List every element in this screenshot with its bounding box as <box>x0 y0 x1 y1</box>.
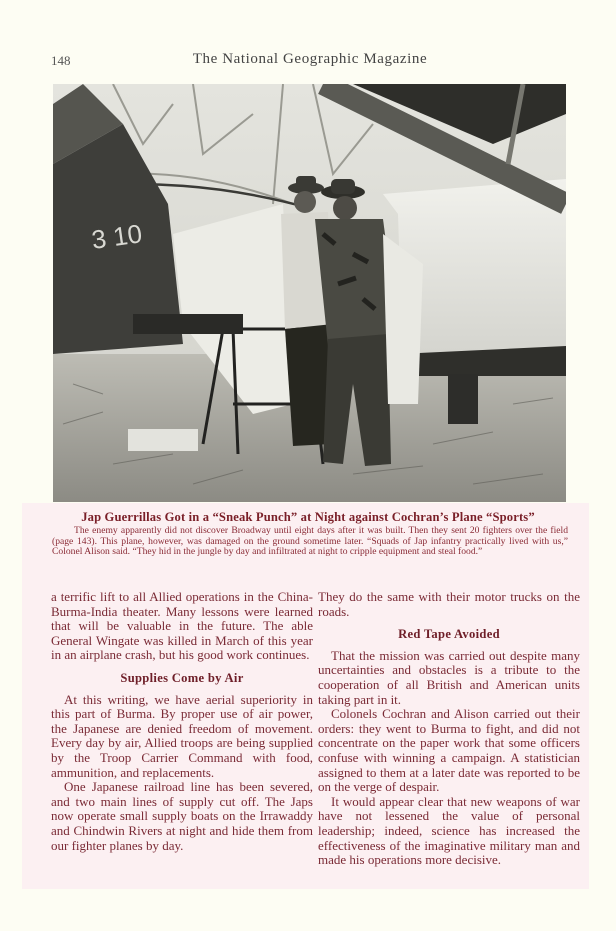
tail-number-marking: 3 10 <box>89 218 144 255</box>
photo-illustration <box>53 84 566 502</box>
article-column-left <box>51 590 313 853</box>
map-sheet <box>383 234 423 404</box>
caption-body: The enemy apparently did not discover Broadway until eight days after it was built. Then they sent 20 fighters over the field (page 143). This plane, however, was damaged on the ground sometime later. “Squads of Jap infantry practically lived with us,” Colonel Alison said. “They hid in the jungle by day and infiltrated at night to cripple equipment and steal food.” <box>52 525 568 558</box>
paragraph: That the mission was carried out despite many uncertainties and obstacles is a tribute to the cooperation of all British and American units taking part in it. <box>318 647 580 707</box>
paragraph: One Japanese railroad line has been severed, and two main lines of supply cut off. The Japs now operate small supply boats on the Irrawaddy and Chindwin Rivers at night and hide them from our fighter planes by day. <box>51 779 313 853</box>
bucket <box>448 374 478 424</box>
section-heading-red-tape: Red Tape Avoided <box>398 627 500 642</box>
gear-assembly <box>133 314 243 334</box>
paragraph: At this writing, we have aerial superiority in this part of Burma. By proper use of air power, the Japanese are denied freedom of movement. Every day by air, Allied troops are being supplied by the Troop Carrier Command with food, ammunition, and replacements. <box>51 691 313 780</box>
paper-on-ground <box>128 429 198 451</box>
page-number: 148 <box>51 53 71 68</box>
paragraph: It would appear clear that new weapons of war have not lessened the value of personal leadership; indeed, science has increased the effectiveness of the imaginative military man and made his operations more decisive. <box>318 793 580 868</box>
paragraph: a terrific lift to all Allied operations in the China-Burma-India theater. Many lessons were learned that will be valuable in the future. The able General Wingate was killed in March of this year in an airplane crash, but his good work continues. <box>51 589 313 663</box>
photograph-plane-and-officers <box>53 84 566 502</box>
paragraph: Colonels Cochran and Alison carried out their orders: they went to Burma to fight, and did not concentrate on the paper work that some officers confuse with winning a campaign. A statistician assigned to them at a later date was reported to be on the verge of despair. <box>318 706 580 795</box>
article-column-right <box>318 590 580 868</box>
paragraph: They do the same with their motor trucks on the roads. <box>318 589 580 619</box>
section-heading-supplies: Supplies Come by Air <box>120 670 244 685</box>
caption-title: Jap Guerrillas Got in a “Sneak Punch” at Night against Cochran’s Plane “Sports” <box>81 510 535 524</box>
running-head: The National Geographic Magazine <box>192 51 428 67</box>
